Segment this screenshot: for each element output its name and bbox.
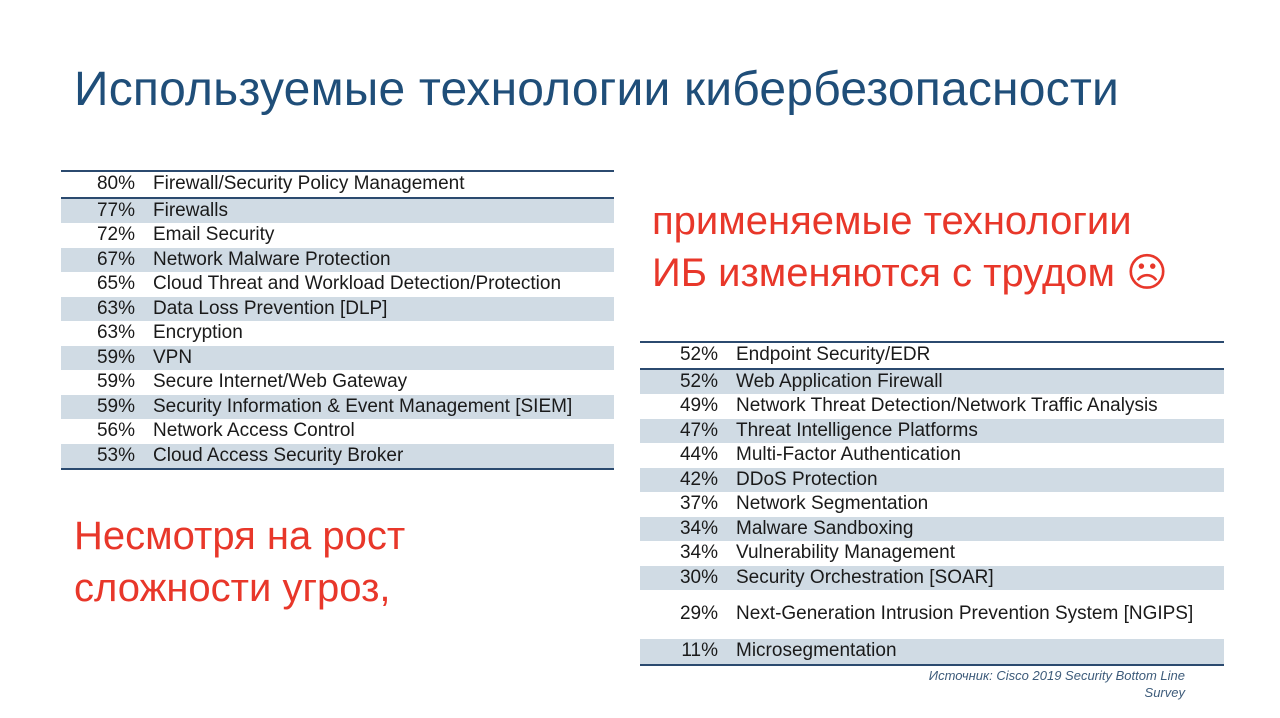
left-red-note [74, 510, 405, 614]
table-row [61, 444, 614, 470]
technology-cell: Network Malware Protection [153, 248, 614, 273]
technology-cell: Cloud Access Security Broker [153, 444, 614, 470]
percent-cell: 67% [61, 248, 153, 273]
table-row [61, 272, 614, 297]
source-line-2: Survey [1144, 685, 1185, 700]
page-title: Используемые технологии кибербезопасности [74, 63, 1120, 116]
percent-cell: 59% [61, 346, 153, 371]
table-row [640, 590, 1224, 639]
left-note-line-1: Несмотря на рост [74, 514, 406, 558]
table-row [61, 370, 614, 395]
right-technology-table [640, 341, 1224, 666]
technology-cell: Firewall/Security Policy Management [153, 171, 614, 198]
percent-cell: 44% [679, 444, 718, 465]
percent-cell: 11% [640, 639, 736, 665]
table-row [61, 248, 614, 273]
percent-cell: 34% [679, 542, 718, 563]
percent-cell: 65% [96, 273, 135, 294]
percent-cell: 77% [61, 198, 153, 224]
technology-cell: VPN [153, 346, 614, 371]
percent-cell: 47% [640, 419, 736, 444]
percent-cell: 37% [679, 493, 718, 514]
source-line-1: Источник: Cisco 2019 Security Bottom Line [928, 668, 1185, 683]
table-row [640, 517, 1224, 542]
table-row [61, 321, 614, 346]
percent-cell: 53% [61, 444, 153, 470]
technology-cell: Network Segmentation [736, 493, 929, 514]
technology-cell: DDoS Protection [736, 468, 1224, 493]
table-row [640, 639, 1224, 665]
table-row [61, 297, 614, 322]
table-row [640, 369, 1224, 395]
technology-cell: Security Information & Event Management [SIEM] [153, 395, 614, 420]
table-row [640, 394, 1224, 419]
technology-cell: Web Application Firewall [736, 369, 1224, 395]
table-row [61, 419, 614, 444]
percent-cell: 56% [96, 420, 135, 441]
table-row [640, 342, 1224, 369]
percent-cell: 52% [640, 342, 736, 369]
technology-cell: Multi-Factor Authentication [736, 444, 961, 465]
percent-cell: 34% [640, 517, 736, 542]
table-row [61, 171, 614, 198]
table-row [640, 443, 1224, 468]
technology-cell: Network Access Control [153, 420, 355, 441]
source-citation [885, 667, 1185, 701]
percent-cell: 80% [61, 171, 153, 198]
technology-cell: Email Security [153, 224, 275, 245]
right-note-line-2: ИБ изменяются с трудом ☹ [652, 251, 1168, 295]
percent-cell: 29% [679, 603, 718, 625]
table-row [640, 419, 1224, 444]
technology-cell: Firewalls [153, 198, 614, 224]
table-row [640, 492, 1224, 517]
table-row [61, 198, 614, 224]
percent-cell: 49% [679, 395, 718, 416]
percent-cell: 59% [61, 395, 153, 420]
percent-cell: 59% [96, 371, 135, 392]
technology-cell: Secure Internet/Web Gateway [153, 371, 408, 392]
technology-cell: Next-Generation Intrusion Prevention System [NGIPS] [736, 603, 1194, 625]
percent-cell: 63% [96, 322, 135, 343]
technology-cell: Network Threat Detection/Network Traffic Analysis [736, 395, 1158, 416]
technology-cell: Data Loss Prevention [DLP] [153, 297, 614, 322]
table-row [61, 223, 614, 248]
percent-cell: 63% [61, 297, 153, 322]
technology-cell: Cloud Threat and Workload Detection/Protection [153, 273, 562, 294]
technology-cell: Encryption [153, 322, 243, 343]
right-note-line-1: применяемые технологии [652, 199, 1132, 243]
percent-cell: 52% [640, 369, 736, 395]
percent-cell: 72% [96, 224, 135, 245]
technology-cell: Endpoint Security/EDR [736, 342, 1224, 369]
table-row [640, 566, 1224, 591]
percent-cell: 42% [640, 468, 736, 493]
technology-cell: Malware Sandboxing [736, 517, 1224, 542]
percent-cell: 30% [640, 566, 736, 591]
table-row [640, 541, 1224, 566]
technology-cell: Security Orchestration [SOAR] [736, 566, 1224, 591]
technology-cell: Vulnerability Management [736, 542, 955, 563]
right-red-note [652, 195, 1168, 299]
technology-cell: Microsegmentation [736, 639, 1224, 665]
table-row [640, 468, 1224, 493]
technology-cell: Threat Intelligence Platforms [736, 419, 1224, 444]
table-row [61, 346, 614, 371]
left-technology-table [61, 170, 614, 470]
table-row [61, 395, 614, 420]
left-note-line-2: сложности угроз, [74, 566, 391, 610]
